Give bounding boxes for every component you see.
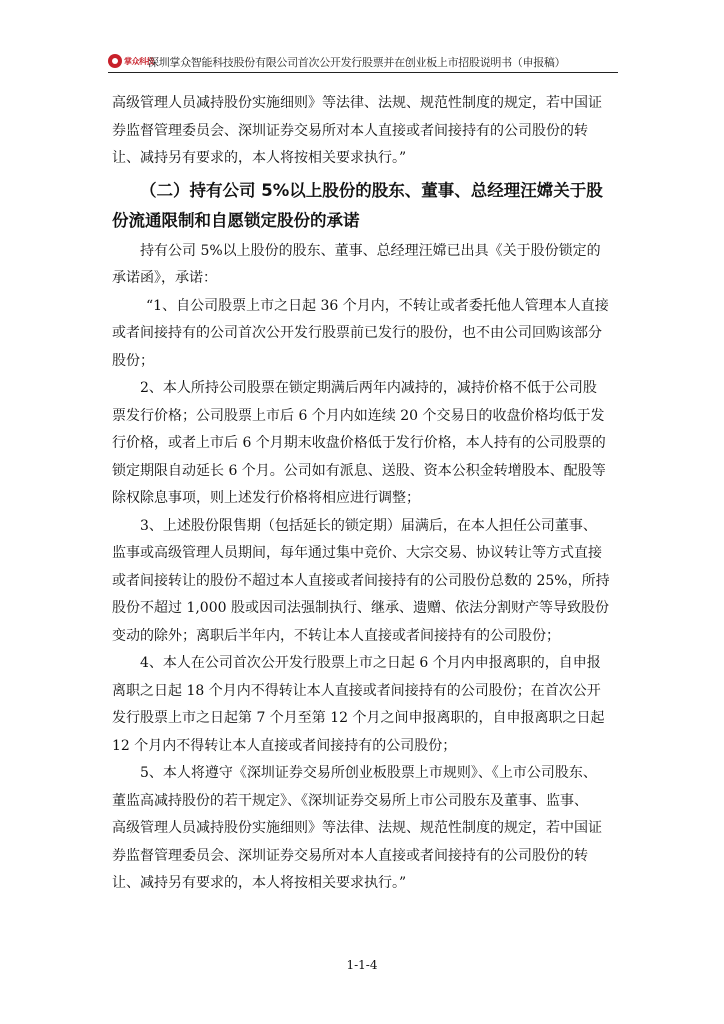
paragraph-line: 券监督管理委员会、深圳证券交易所对本人直接或者间接持有的公司股份的转 <box>112 122 588 139</box>
paragraph-line: 票发行价格；公司股票上市后 6 个月内如连续 20 个交易日的收盘价格均低于发 <box>112 407 605 424</box>
section-heading-continued: 份流通限制和自愿锁定股份的承诺 <box>112 210 360 230</box>
paragraph-line: 5、本人将遵守《深圳证券交易所创业板股票上市规则》、《上市公司股东、 <box>140 765 597 781</box>
paragraph-line: 承诺函》，承诺： <box>112 270 217 286</box>
paragraph-line: 变动的除外；离职后半年内，不转让本人直接或者间接持有的公司股份； <box>112 627 560 644</box>
paragraph-line: 董监高减持股份的若干规定》、《深圳证券交易所上市公司股东及董事、监事、 <box>112 792 588 809</box>
paragraph-line: 4、本人在公司首次公开发行股票上市之日起 6 个月内申报离职的，自申报 <box>140 655 601 671</box>
paragraph-line: 让、减持另有要求的，本人将按相关要求执行。” <box>112 150 407 166</box>
paragraph-line: 持有公司 5%以上股份的股东、董事、总经理汪嫦已出具《关于股份锁定的 <box>140 242 601 259</box>
paragraph-line: 让、减持另有要求的，本人将按相关要求执行。” <box>112 875 407 891</box>
paragraph-line: 高级管理人员减持股份实施细则》等法律、法规、规范性制度的规定，若中国证 <box>112 820 602 836</box>
paragraph-line: 发行股票上市之日起第 7 个月至第 12 个月之间申报离职的，自申报离职之日起 <box>112 710 605 726</box>
paragraph-line: 除权除息事项，则上述发行价格将相应进行调整； <box>112 490 420 506</box>
paragraph-line: 监事或高级管理人员期间，每年通过集中竞价、大宗交易、协议转让等方式直接 <box>112 545 602 561</box>
paragraph-line: 券监督管理委员会、深圳证券交易所对本人直接或者间接持有的公司股份的转 <box>112 847 588 864</box>
paragraph-line: 锁定期限自动延长 6 个月。公司如有派息、送股、资本公积金转增股本、配股等 <box>112 462 606 479</box>
logo-icon <box>108 54 122 68</box>
paragraph-line: 离职之日起 18 个月内不得转让本人直接或者间接持有的公司股份；在首次公开 <box>112 682 601 699</box>
section-heading: （二）持有公司 5%以上股份的股东、董事、总经理汪嫦关于股 <box>140 180 603 200</box>
paragraph-line: 股份； <box>112 352 154 369</box>
paragraph-line: “1、自公司股票上市之日起 36 个月内，不转让或者委托他人管理本人直接 <box>146 297 609 314</box>
page-header <box>108 52 618 73</box>
document-body <box>112 90 618 898</box>
paragraph-line: 或者间接持有的公司首次公开发行股票前已发行的股份，也不由公司回购该部分 <box>112 325 602 341</box>
paragraph-line: 高级管理人员减持股份实施细则》等法律、法规、规范性制度的规定，若中国证 <box>112 95 602 111</box>
header-title: 深圳掌众智能科技股份有限公司首次公开发行股票并在创业板上市招股说明书（申报稿） <box>148 56 566 69</box>
page-number: 1-1-4 <box>346 958 378 972</box>
logo-text: 掌众科技 <box>124 56 154 66</box>
paragraph-line: 或者间接转让的股份不超过本人直接或者间接持有的公司股份总数的 25%，所持 <box>112 572 610 589</box>
paragraph-line: 股份不超过 1,000 股或因司法强制执行、继承、遗赠、依法分割财产等导致股份 <box>112 600 609 616</box>
paragraph-line: 12 个月内不得转让本人直接或者间接持有的公司股份； <box>112 737 457 754</box>
paragraph-line: 3、上述股份限售期（包括延长的锁定期）届满后，在本人担任公司董事、 <box>140 517 597 534</box>
paragraph-line: 行价格，或者上市后 6 个月期末收盘价格低于发行价格，本人持有的公司股票的 <box>112 435 606 451</box>
paragraph-line: 2、本人所持公司股票在锁定期满后两年内减持的，减持价格不低于公司股 <box>140 380 597 396</box>
